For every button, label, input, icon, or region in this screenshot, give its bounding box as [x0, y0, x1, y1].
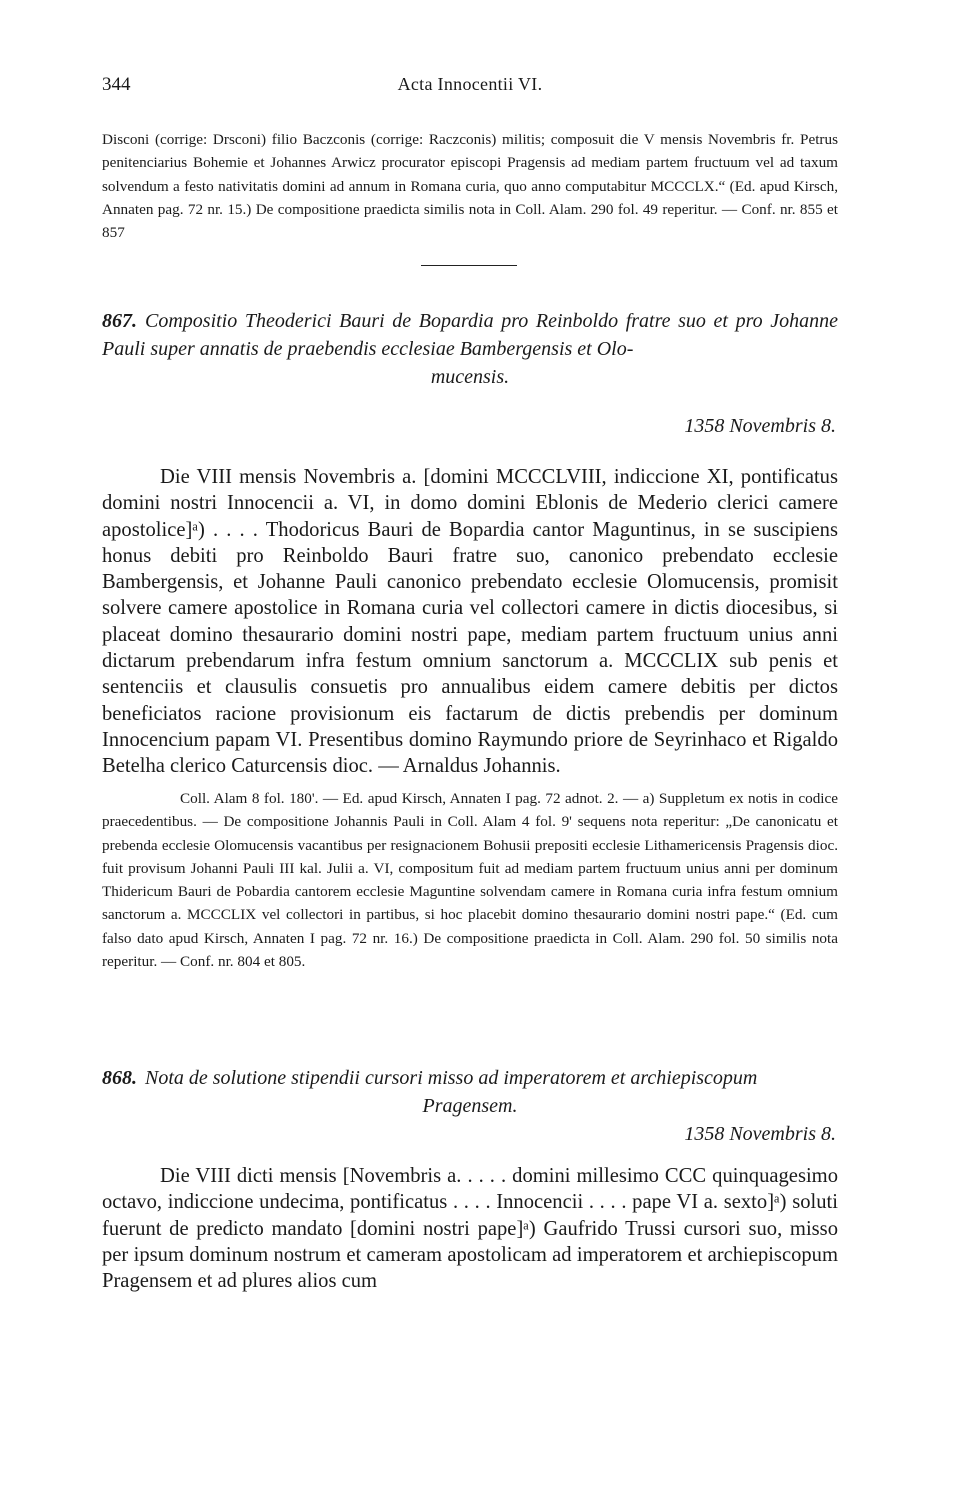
page-number: 344 — [102, 74, 131, 95]
running-head — [102, 74, 838, 104]
previous-notes-text: Disconi (corrige: Drsconi) filio Baczconis (corrige: Raczconis) militis; composuit die V mensis Novembris fr. Petrus penitenciarius Bohemie et Johannes Arwicz procurator episcopi Pragensis ad mediam partem fructuum vel ad taxum solvendum a festo nativitatis domini ad annum in Romana curia, quo anno computabitur MCCCLX.“ (Ed. apud Kirsch, Annaten pag. 72 nr. 15.) De compositione praedicta similis nota in Coll. Alam. 290 fol. 49 reperitur. — Conf. nr. 855 et 857 — [102, 131, 838, 242]
entry-867-notes — [102, 787, 838, 973]
entry-868-heading — [102, 1064, 838, 1120]
entry-868-title: Nota de solutione stipendii cursori misso ad imperatorem et archiepiscopum — [145, 1067, 758, 1089]
entry-868-body-text: Die VIII dicti mensis [Novembris a. . . . . domini millesimo CCC quinquagesimo octavo, indiccione undecima, pontificatus . . . . Innocencii . . . . pape VI a. sexto]ᵃ) soluti fuerunt de predicto mandato [domini nostri pape]ᵃ) Gaufrido Trussi cursori suo, misso per ipsum dominum nostrum et cameram apostolicam ad imperatorem et archiepiscopum Pragensem et ad plures alios cum — [102, 1165, 838, 1293]
entry-867-heading — [102, 307, 838, 391]
entry-867-number: 867. — [102, 310, 137, 332]
entry-868-body — [102, 1163, 838, 1294]
entry-867-body-text: Die VIII mensis Novembris a. [domini MCCCLVIII, indiccione XI, pontificatus domini nostri Innocencii a. VI, in domo domini Eblonis de Mederio clerici camere apostolice]ᵃ) . . . . Thodoricus Bauri de Bopardia cantor Maguntinus, in se suscipiens honus debiti pro Reinboldo Bauri fratre suo, canonico prebendato ecclesie Bambergensis, et Johanne Pauli canonico prebendato ecclesie Olomucensis, promisit solvere camere apostolice in Romana curia vel collectori camere in dictis diocesibus, si placeat domino thesaurario domini nostri pape, mediam partem fructuum unius anni dictarum prebendarum infra festum omnium sanctorum a. MCCCLIX sub penis et sentenciis et clausulis consuetis pro annualibus eidem camere debitis per dictos beneficiatos racione provisionum eis factarum de dictis prebendis per dominum Innocencium papam VI. Presentibus domino Raymundo priore de Seyrinhaco et Rigaldo Betelha clerico Caturcensis dioc. — Arnaldus Johannis. — [102, 466, 838, 778]
previous-entry-notes — [102, 128, 838, 244]
section-divider — [421, 265, 517, 266]
entry-868-date: 1358 Novembris 8. — [684, 1123, 836, 1145]
entry-868-number: 868. — [102, 1067, 137, 1089]
entry-867-title: Compositio Theoderici Bauri de Bopardia pro Reinboldo fratre suo et pro Johanne Pauli super annatis de praebendis ecclesiae Bambergensis et Olo- — [102, 310, 838, 360]
entry-867-body — [102, 464, 838, 780]
running-title: Acta Innocentii VI. — [397, 74, 543, 94]
entry-867-date: 1358 Novembris 8. — [684, 415, 836, 437]
entry-867-title-end: mucensis. — [430, 366, 510, 388]
entry-868-title-end: Pragensem. — [422, 1095, 518, 1117]
entry-867-notes-text: Coll. Alam 8 fol. 180'. — Ed. apud Kirsch, Annaten I pag. 72 adnot. 2. — a) Suppletum ex notis in codice praecedentibus. — De compositione Johannis Pauli in Coll. Alam 4 fol. 9' sequens nota reperitur: „De canonicatu et prebenda ecclesie Olomucensis vacantibus per resignacionem Bohusii prepositi ecclesie Lithamericensis Pragensis dioc. fuit provisum Johanni Pauli III kal. Julii a. VI, compositum fuit ad mediam partem fructuum unius anni per dominum Thidericum Bauri de Pobardia cantorem ecclesie Maguntine solvendam camere in Romana curia infra festum omnium sanctorum a. MCCCLIX vel collectori in partibus, si hoc placebit domino thesaurario domini nostri pape.“ (Ed. cum falso dato apud Kirsch, Annaten I pag. 72 nr. 16.) De compositione praedicta in Coll. Alam. 290 fol. 50 similis nota reperitur. — Conf. nr. 804 et 805. — [102, 790, 838, 971]
